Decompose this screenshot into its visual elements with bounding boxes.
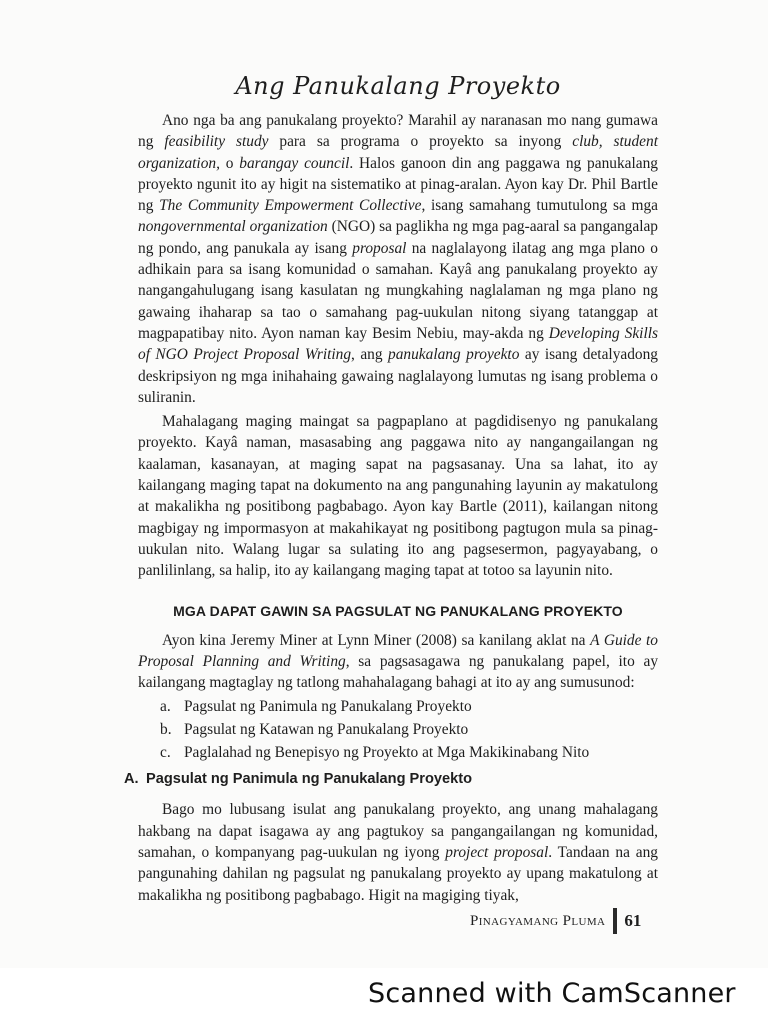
scanner-watermark: Scanned with CamScanner xyxy=(368,978,736,1009)
page-footer xyxy=(470,908,641,934)
list-item-text: Paglalahad ng Benepisyo ng Proyekto at Mga Makikinabang Nito xyxy=(184,744,590,762)
intro-paragraph-1: Ano nga ba ang panukalang proyekto? Marahil ay naranasan mo nang gumawa ng feasibility study para sa programa o proyekto sa inyong club, student organization, o barangay council. Halos ganoon din ang paggawa ng panukalang proyekto ngunit ito ay higit na sistematiko at pinag-aralan. Ayon kay Dr. Phil Bartle ng The Community Empowerment Collective, isang samahang tumutulong sa mga nongovernmental organization (NGO) sa paglikha ng mga pag-aaral sa pangangalap ng pondo, ang panukala ay isang proposal na naglalayong ilatag ang mga plano o adhikain para sa isang komunidad o samahan. Kayâ ang panukalang proyekto ay nangangahulugang isang kasulatan ng mungkahing naglalaman ng mga plano ng gawaing ihaharap sa tao o samahang pag-uukulan nitong siyang tatanggap at magpapatibay nito. Ayon naman kay Besim Nebiu, may-akda ng Developing Skills of NGO Project Proposal Writing, ang panukalang proyekto ay isang detalyadong deskripsiyon ng mga inihahaing gawaing naglalayong lumutas ng isang problema o suliranin. xyxy=(138,112,659,406)
book-title: Pinagyamang Pluma xyxy=(470,912,606,929)
document-page xyxy=(124,68,659,948)
subsection-title: Pagsulat ng Panimula ng Panukalang Proyekto xyxy=(146,771,473,788)
list-item xyxy=(138,741,658,764)
subsection-marker: A. xyxy=(124,771,139,788)
parts-list xyxy=(138,695,658,764)
closing-paragraph: Bago mo lubusang isulat ang panukalang proyekto, ang unang mahalagang hakbang na dapat isagawa ay ang pagtukoy sa pangangailangan ng komunidad, samahan, o kompanyang pag-uukulan ng iyong project proposal. Tandaan na ang pangunahing dahilan ng pagsulat ng panukalang proyekto ay upang makatulong at makalikha ng positibong pagbabago. Higit na magiging tiyak, xyxy=(138,801,658,904)
footer-divider xyxy=(613,908,617,934)
list-item-marker: c. xyxy=(160,744,171,762)
list-item-text: Pagsulat ng Katawan ng Panukalang Proyekto xyxy=(184,721,469,739)
list-item-marker: b. xyxy=(160,721,172,739)
list-item-marker: a. xyxy=(160,698,171,716)
subsection-heading xyxy=(124,771,658,787)
list-item xyxy=(138,718,658,741)
page-title: Ang Panukalang Proyekto xyxy=(235,72,561,100)
intro-paragraph-2: Mahalagang maging maingat sa pagpaplano at pagdidisenyo ng panukalang proyekto. Kayâ naman, masasabing ang paggawa nito ay nangangailangan ng kaalaman, kasanayan, at maging sapat na pagsasanay. Una sa lahat, ito ay kailangang maging tapat na dokumento na ang pangunahing layunin ay makatulong at makalikha ng positibong pagbabago. Ayon kay Bartle (2011), kailangan nitong magbigay ng impormasyon at makahikayat ng positibong pagtugon mula sa pinag-uukulan nito. Walang lugar sa sulating ito ang pagsesermon, pagyayabang, o panlilinlang, sa halip, ito ay kailangang maging tapat at totoo sa layunin nito. xyxy=(138,413,658,580)
list-item xyxy=(138,695,658,718)
section-intro-paragraph: Ayon kina Jeremy Miner at Lynn Miner (2008) sa kanilang aklat na A Guide to Proposal Planning and Writing, sa pagsasagawa ng panukalang papel, ito ay kailangang magtaglay ng tatlong mahahalagang bahagi at ito ay ang sumusunod: xyxy=(138,631,659,692)
list-item-text: Pagsulat ng Panimula ng Panukalang Proyekto xyxy=(184,698,472,716)
section-heading: MGA DAPAT GAWIN SA PAGSULAT NG PANUKALANG PROYEKTO xyxy=(173,602,623,619)
page-number: 61 xyxy=(624,911,642,930)
